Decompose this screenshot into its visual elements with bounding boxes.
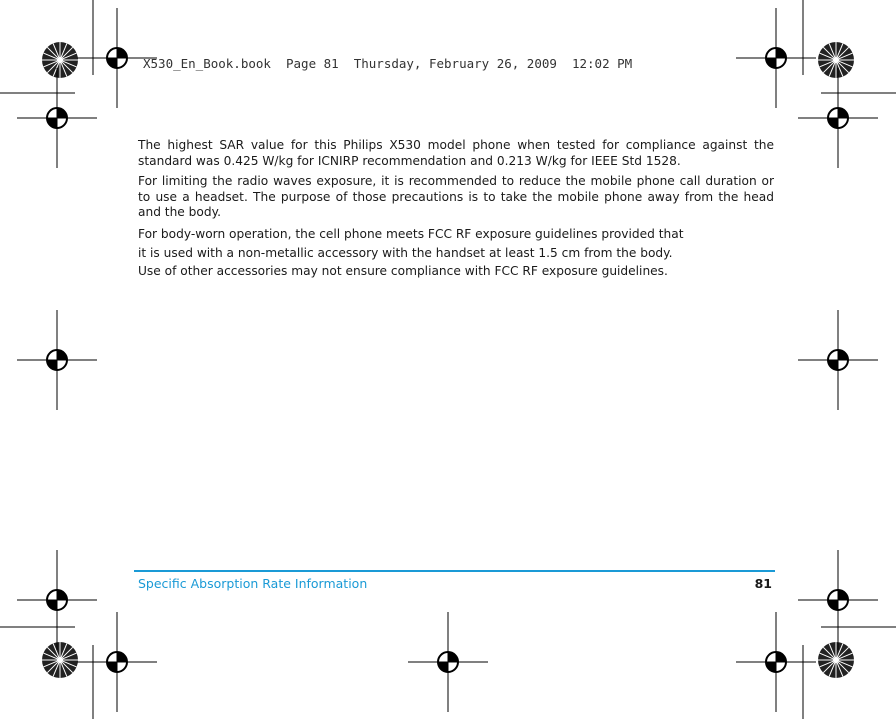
- page-body: [138, 138, 774, 283]
- registration-mark-upper-right: [798, 68, 878, 168]
- registration-mark-bottom-right: [736, 612, 816, 712]
- registration-mark-lower-left: [17, 550, 97, 650]
- registration-mark-bottom-center: [408, 612, 488, 712]
- body-worn-line-1: For body-worn operation, the cell phone meets FCC RF exposure guidelines provided that: [138, 226, 684, 241]
- footer-divider: [134, 570, 775, 572]
- registration-mark-mid-left: [17, 310, 97, 410]
- exposure-advice-paragraph: For limiting the radio waves exposure, it is recommended to reduce the mobile phone call duration or to use a headset. The purpose of those precautions is to take the mobile phone away from the head and the body.: [138, 174, 774, 220]
- sar-value-paragraph: The highest SAR value for this Philips X530 model phone when tested for compliance against the standard was 0.425 W/kg for ICNIRP recommendation and 0.213 W/kg for IEEE Std 1528.: [138, 138, 774, 168]
- body-worn-line-3: Use of other accessories may not ensure compliance with FCC RF exposure guidelines.: [138, 264, 668, 279]
- registration-mark-lower-right: [798, 550, 878, 650]
- footer-section-title: Specific Absorption Rate Information: [138, 576, 368, 591]
- registration-mark-upper-left: [17, 68, 97, 168]
- starburst-mark-top-left: [42, 42, 78, 78]
- page-number: 81: [754, 576, 772, 591]
- print-slug-line: X530_En_Book.book Page 81 Thursday, February 26, 2009 12:02 PM: [143, 56, 633, 71]
- starburst-mark-bottom-left: [42, 642, 78, 678]
- registration-mark-mid-right: [798, 310, 878, 410]
- starburst-mark-bottom-right: [818, 642, 854, 678]
- body-worn-line-2: it is used with a non-metallic accessory with the handset at least 1.5 cm from the body.: [138, 245, 673, 260]
- starburst-mark-top-right: [818, 42, 854, 78]
- registration-mark-bottom-left: [77, 612, 157, 712]
- registration-mark-top-right: [736, 8, 816, 108]
